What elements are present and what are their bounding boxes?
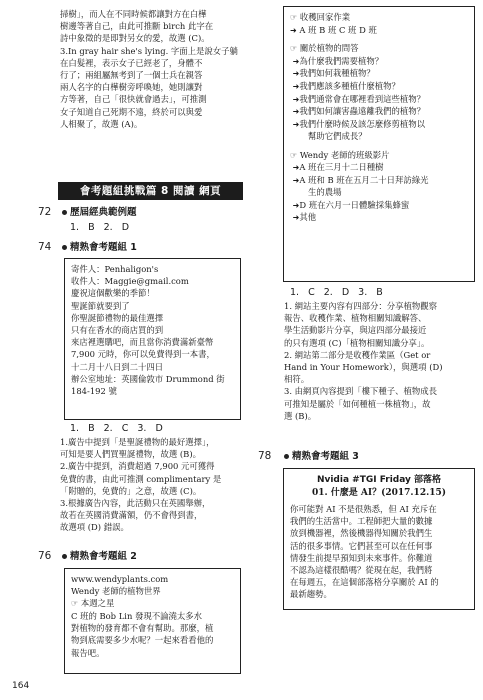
arrow-icon: ➜ bbox=[292, 81, 300, 91]
arrow-icon: ➜ bbox=[292, 213, 300, 223]
text-line: 2. 網站第二部分是收穫作業區（Get or bbox=[284, 349, 431, 360]
section-heading: 精熟會考題組 3 bbox=[284, 450, 359, 464]
text-line: 的只有選項 (C)「植物相關知識分享」。 bbox=[284, 337, 430, 348]
list-item: ➜我們通常會在哪裡看到這些植物？ bbox=[292, 93, 425, 104]
box-line: 情發生前提早預知到未來事件。你難道 bbox=[290, 552, 433, 563]
text-line: 女子知道自己死期不遠，終於可以與愛 bbox=[60, 106, 203, 117]
box-line: 不認為這樣很酷嗎？從現在起，我們將 bbox=[290, 565, 433, 576]
text-line: 學生活動影片分享，與這四部分最接近 bbox=[284, 325, 427, 336]
box-line: 來店裡選購吧，而且當你消費滿新臺幣 bbox=[71, 337, 214, 348]
box-line: 十二月十八日到二十四日 bbox=[71, 361, 164, 372]
text-line: 選 (B)。 bbox=[284, 410, 317, 421]
answer-line: 1. B 2. C 3. D bbox=[70, 423, 163, 434]
box-line: 活的很多事情。它們甚至可以在任何事 bbox=[290, 540, 433, 551]
section-title: ☞ 關於植物的問答 bbox=[290, 43, 359, 54]
website-box bbox=[64, 568, 241, 674]
text-line: Hand in Your Homework），與選項 (D) bbox=[284, 361, 443, 372]
box-line: 寄件人：Penhaligon's bbox=[71, 264, 159, 274]
text-line: 3.根據廣告內容，此活動只在英國舉辦， bbox=[60, 497, 211, 508]
box-line: 收件人：Maggie@gmail.com bbox=[71, 276, 189, 287]
arrow-icon: ➜ bbox=[292, 200, 300, 210]
arrow-icon: ➜ bbox=[292, 56, 300, 66]
hand-icon: ☞ bbox=[290, 13, 298, 22]
blog-title: Nvidia #TGI Friday 部落格 bbox=[316, 475, 442, 485]
website-content-box bbox=[283, 6, 475, 282]
bullet-icon bbox=[62, 210, 67, 215]
email-ad-box bbox=[64, 258, 241, 420]
list-item: ➜我們如何讓害蟲遠離我們的植物？ bbox=[292, 106, 425, 117]
section-heading: 精熟會考題組 2 bbox=[62, 550, 137, 564]
list-item: ➜其他 bbox=[292, 212, 317, 223]
explanation bbox=[284, 300, 479, 422]
class-list: ➜ A 班 B 班 C 班 D 班 bbox=[290, 24, 377, 35]
list-item: ➜我們如何栽種植物？ bbox=[292, 68, 375, 79]
text-line: 3. 由網頁內容提到「樓下種子、植物成長 bbox=[284, 386, 438, 397]
text-line: 報告、收穫作業、植物相關知識解答、 bbox=[284, 313, 427, 324]
text-line: 2.廣告中提到，消費超過 7,900 元可獲得 bbox=[60, 461, 215, 472]
list-item: ➜我們什麼時候及該怎麼修剪植物以 bbox=[292, 118, 425, 129]
box-line: 我們的生活當中。工程師把大量的數據 bbox=[290, 516, 433, 527]
bullet-icon bbox=[62, 245, 67, 250]
list-item: ➜為什麼我們需要植物？ bbox=[292, 55, 384, 66]
text-line: 可推知是屬於「如何種植一株植物」，故 bbox=[284, 398, 431, 409]
text-line: 1.廣告中提到「是聖誕禮物的最好選擇」， bbox=[60, 437, 215, 447]
list-item: ➜我們應該多種植什麼植物？ bbox=[292, 80, 400, 91]
arrow-icon: ➜ bbox=[292, 163, 300, 173]
box-line: 7,900 元時，你可以免費得到一本書， bbox=[71, 349, 215, 360]
box-line: www.wendyplants.com bbox=[71, 574, 169, 584]
box-line: 報告吧。 bbox=[71, 647, 105, 658]
list-item: 生的農場 bbox=[308, 187, 342, 198]
box-line: 物到底需要多少水呢？一起來看看他的 bbox=[71, 635, 214, 646]
bullet-icon bbox=[62, 554, 67, 559]
box-line: 最新趨勢。 bbox=[290, 589, 332, 600]
section-heading: 歷屆經典範例題 bbox=[62, 206, 137, 220]
hand-icon: ☞ bbox=[290, 44, 298, 54]
page-number: 164 bbox=[12, 681, 30, 691]
arrow-icon: ➜ bbox=[290, 25, 297, 35]
section-banner: 會考題組挑戰篇 8 閱讀 網頁 bbox=[58, 182, 243, 200]
text-line: 人相聚了，故選 (A)。 bbox=[60, 118, 143, 129]
text-line: 3.In gray hair she's lying. 字面上是說女子躺 bbox=[60, 45, 238, 56]
arrow-icon: ➜ bbox=[292, 175, 300, 185]
box-line: 辦公室地址：英國倫敦市 Drummond 街 bbox=[71, 373, 225, 384]
box-line: 你聖誕節禮物的最佳選擇 bbox=[71, 312, 164, 323]
arrow-icon: ➜ bbox=[292, 119, 300, 129]
answer-line: 1. B 2. D bbox=[70, 222, 130, 233]
text-line: 故選項 (D) 錯誤。 bbox=[60, 522, 129, 533]
left-top-text bbox=[60, 8, 240, 130]
blog-box bbox=[283, 468, 475, 610]
hand-icon: ☞ bbox=[290, 150, 298, 160]
text-line: 免費的書，由此可推測 complimentary 是 bbox=[60, 473, 222, 484]
box-line: Wendy 老師的植物世界 bbox=[71, 586, 161, 597]
arrow-icon: ➜ bbox=[292, 107, 300, 117]
box-line: 184-192 號 bbox=[71, 385, 117, 396]
bullet-icon bbox=[284, 454, 289, 459]
question-number: 76 bbox=[38, 550, 52, 562]
text-line: 掃樹」，而人在不同時候都讓對方在白樺 bbox=[60, 9, 207, 19]
list-item: 幫助它們成長？ bbox=[308, 131, 367, 142]
text-line: 詩中象徵的是即對另女的愛，故選 (C)。 bbox=[60, 33, 210, 44]
box-line: ☞ 本週之星 bbox=[71, 598, 115, 609]
box-line: 放到機器裡，然後機器得知關於我們生 bbox=[290, 528, 433, 539]
text-line: 兩人名字的白樺樹旁呼喚她，她則讓對 bbox=[60, 82, 203, 93]
hand-icon: ☞ bbox=[71, 599, 79, 609]
text-line: 行了；兩組屬無考到了一個士兵在親答 bbox=[60, 69, 203, 80]
text-line: 在白髮裡，表示女子已經老了，身體不 bbox=[60, 57, 203, 68]
text-line: 方等著，自己「很快就會過去」，可推測 bbox=[60, 94, 207, 105]
text-line: 樹邊等著自己，由此可推斷 birch 此字在 bbox=[60, 21, 214, 32]
box-line: 只有在香水的商店買的到 bbox=[71, 324, 164, 335]
box-line: 慶祝這個歡樂的季節！ bbox=[71, 288, 155, 299]
text-line: 相符。 bbox=[284, 374, 310, 385]
section-title: ☞ Wendy 老師的班級影片 bbox=[290, 149, 390, 160]
explanation bbox=[60, 436, 240, 534]
blog-subtitle: 01. 什麼是 AI？(2017.12.15) bbox=[312, 488, 446, 499]
question-number: 74 bbox=[38, 241, 52, 253]
arrow-icon: ➜ bbox=[292, 69, 300, 79]
text-line: 1. 網站主要內容有四部分：分享植物觀察 bbox=[284, 301, 438, 311]
section-title: ☞ 收穫回家作業 bbox=[290, 12, 351, 22]
box-line: 在每週五，在這個部落格分享關於 AI 的 bbox=[290, 577, 439, 588]
question-number: 78 bbox=[258, 450, 272, 462]
question-number: 72 bbox=[38, 206, 52, 218]
arrow-icon: ➜ bbox=[292, 94, 300, 104]
box-line: 你可能對 AI 不是很熟悉，但 AI 充斥在 bbox=[290, 504, 437, 515]
text-line: 「附贈的，免費的」之意，故選 (C)。 bbox=[60, 485, 202, 496]
box-line: C 班的 Bob Lin 發現不論澆太多水 bbox=[71, 610, 202, 621]
list-item: ➜D 班在六月一日體驗採集蜂蜜 bbox=[292, 199, 410, 210]
answer-line: 1. C 2. D 3. B bbox=[290, 287, 383, 298]
box-line: 聖誕節就要到了 bbox=[71, 300, 130, 311]
list-item: ➜A 班和 B 班在五月二十日拜訪綠光 bbox=[292, 174, 429, 185]
box-line: 對植物的發育都不會有幫助。那麼，植 bbox=[71, 623, 214, 634]
list-item: ➜A 班在三月十二日種樹 bbox=[292, 162, 384, 173]
section-heading: 精熟會考題組 1 bbox=[62, 241, 137, 255]
text-line: 故若在英國消費滿額，仍不會得到書， bbox=[60, 510, 203, 521]
text-line: 可知是要人們買聖誕禮物，故選 (B)。 bbox=[60, 449, 201, 460]
